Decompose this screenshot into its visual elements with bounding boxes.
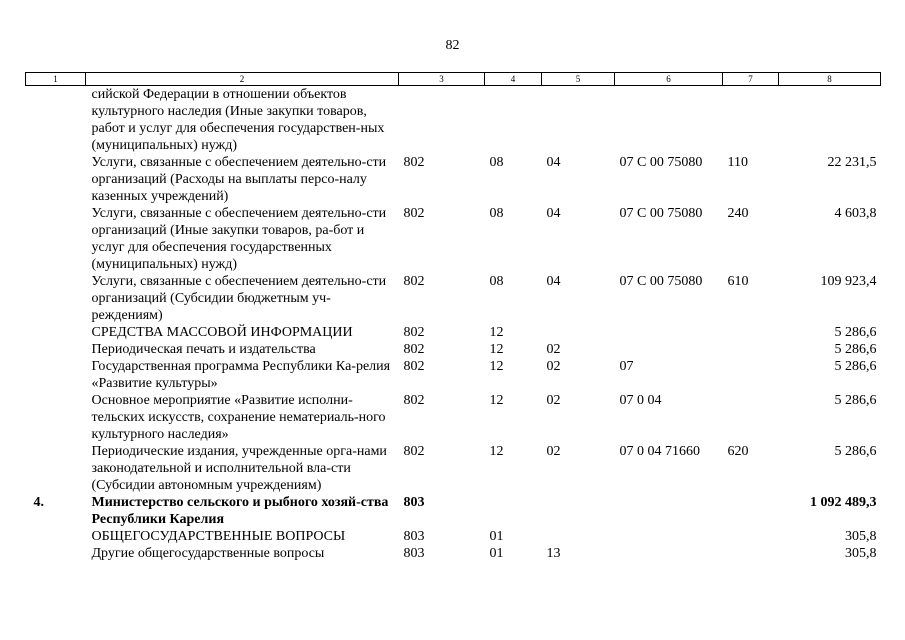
subsection-code xyxy=(542,324,615,341)
amount: 305,8 xyxy=(845,529,877,544)
target-article-code xyxy=(615,86,723,155)
row-number xyxy=(26,324,86,341)
ministry-code: 802 xyxy=(403,393,425,408)
ministry-code: 803 xyxy=(403,495,425,510)
expense-type-code: 110 xyxy=(727,155,748,170)
subsection-code: 04 xyxy=(546,274,561,289)
row-number xyxy=(26,205,86,273)
expense-type-code xyxy=(723,86,779,155)
ministry-code: 802 xyxy=(403,325,425,340)
section-code: 12 xyxy=(489,359,504,374)
subsection-code: 04 xyxy=(546,206,561,221)
item-name: Услуги, связанные с обеспечением деятельно-сти организаций (Иные закупки товаров, ра-бот и услуг для обеспечения государственных (муниципальных) нужд) xyxy=(91,206,387,272)
table-row xyxy=(26,443,881,494)
amount: 5 286,6 xyxy=(834,342,877,357)
ministry-code: 803 xyxy=(403,546,425,561)
expense-type-code: 610 xyxy=(727,274,749,289)
row-number xyxy=(26,392,86,443)
expense-type-code xyxy=(723,341,779,358)
subsection-code: 02 xyxy=(546,444,561,459)
column-header: 5 xyxy=(542,73,615,86)
target-article-code xyxy=(615,528,723,545)
section-code: 08 xyxy=(489,155,504,170)
column-header: 1 xyxy=(26,73,86,86)
ministry-code: 802 xyxy=(403,206,425,221)
table-row xyxy=(26,273,881,324)
target-article-code xyxy=(615,545,723,562)
section-code: 12 xyxy=(489,393,504,408)
amount xyxy=(779,86,881,155)
target-article-code: 07 0 04 xyxy=(619,393,662,408)
target-article-code: 07 С 00 75080 xyxy=(619,274,703,289)
page-number: 82 xyxy=(445,38,460,53)
expense-type-code xyxy=(723,358,779,392)
amount: 5 286,6 xyxy=(834,325,877,340)
section-code: 12 xyxy=(489,325,504,340)
item-name: Услуги, связанные с обеспечением деятельно-сти организаций (Субсидии бюджетным уч-реждениям) xyxy=(91,274,387,323)
table-row xyxy=(26,341,881,358)
subsection-code xyxy=(542,528,615,545)
expense-type-code: 240 xyxy=(727,206,749,221)
subsection-code: 02 xyxy=(546,359,561,374)
row-number: 4. xyxy=(33,495,44,510)
item-name: СРЕДСТВА МАССОВОЙ ИНФОРМАЦИИ xyxy=(91,325,353,340)
section-code: 01 xyxy=(489,529,504,544)
row-number xyxy=(26,443,86,494)
row-number xyxy=(26,528,86,545)
item-name: Государственная программа Республики Ка-релия «Развитие культуры» xyxy=(91,359,391,391)
item-name: ОБЩЕГОСУДАРСТВЕННЫЕ ВОПРОСЫ xyxy=(91,529,346,544)
table-row xyxy=(26,392,881,443)
table-row xyxy=(26,86,881,155)
row-number xyxy=(26,86,86,155)
target-article-code xyxy=(615,341,723,358)
target-article-code xyxy=(615,324,723,341)
row-number xyxy=(26,341,86,358)
ministry-code: 803 xyxy=(403,529,425,544)
amount: 305,8 xyxy=(845,546,877,561)
item-name: Периодические издания, учрежденные орга-нами законодательной и исполнительной вла-сти (Субсидии автономным учреждениям) xyxy=(91,444,387,493)
subsection-code: 04 xyxy=(546,155,561,170)
column-header: 4 xyxy=(485,73,542,86)
section-code xyxy=(485,86,542,155)
target-article-code: 07 С 00 75080 xyxy=(619,206,703,221)
subsection-code xyxy=(542,86,615,155)
budget-table xyxy=(25,72,881,562)
section-code: 08 xyxy=(489,274,504,289)
item-name: Услуги, связанные с обеспечением деятельно-сти организаций (Расходы на выплаты персо-налу казенных учреждений) xyxy=(91,155,387,204)
amount: 5 286,6 xyxy=(834,393,877,408)
row-number xyxy=(26,358,86,392)
item-name: сийской Федерации в отношении объектов культурного наследия (Иные закупки товаров, работ и услуг для обеспечения государствен-ных (муниципальных) нужд) xyxy=(91,87,385,153)
expense-type-code xyxy=(723,494,779,528)
table-row xyxy=(26,324,881,341)
table-row xyxy=(26,528,881,545)
ministry-code: 802 xyxy=(403,342,425,357)
table-body xyxy=(26,86,881,563)
column-header: 3 xyxy=(399,73,485,86)
target-article-code: 07 0 04 71660 xyxy=(619,444,700,459)
subsection-code: 13 xyxy=(546,546,561,561)
item-name: Министерство сельского и рыбного хозяй-ства Республики Карелия xyxy=(91,495,389,527)
expense-type-code xyxy=(723,324,779,341)
section-code xyxy=(485,494,542,528)
table-row xyxy=(26,545,881,562)
subsection-code: 02 xyxy=(546,393,561,408)
table-row xyxy=(26,494,881,528)
column-header: 6 xyxy=(615,73,723,86)
section-code: 12 xyxy=(489,444,504,459)
amount: 4 603,8 xyxy=(834,206,877,221)
expense-type-code xyxy=(723,528,779,545)
subsection-code: 02 xyxy=(546,342,561,357)
column-header: 8 xyxy=(779,73,881,86)
table-row xyxy=(26,358,881,392)
section-code: 01 xyxy=(489,546,504,561)
target-article-code: 07 С 00 75080 xyxy=(619,155,703,170)
table-header xyxy=(26,73,881,86)
ministry-code: 802 xyxy=(403,274,425,289)
expense-type-code xyxy=(723,545,779,562)
item-name: Основное мероприятие «Развитие исполни-тельских искусств, сохранение нематериаль-ного культурного наследия» xyxy=(91,393,386,442)
ministry-code: 802 xyxy=(403,444,425,459)
target-article-code xyxy=(615,494,723,528)
amount: 5 286,6 xyxy=(834,359,877,374)
subsection-code xyxy=(542,494,615,528)
amount: 1 092 489,3 xyxy=(810,495,877,510)
target-article-code: 07 xyxy=(619,359,634,374)
table-row xyxy=(26,205,881,273)
expense-type-code xyxy=(723,392,779,443)
ministry-code xyxy=(399,86,485,155)
amount: 5 286,6 xyxy=(834,444,877,459)
item-name: Другие общегосударственные вопросы xyxy=(91,546,325,561)
table-row xyxy=(26,154,881,205)
expense-type-code: 620 xyxy=(727,444,749,459)
column-header: 2 xyxy=(86,73,399,86)
ministry-code: 802 xyxy=(403,359,425,374)
column-header: 7 xyxy=(723,73,779,86)
section-code: 12 xyxy=(489,342,504,357)
item-name: Периодическая печать и издательства xyxy=(91,342,316,357)
row-number xyxy=(26,273,86,324)
amount: 109 923,4 xyxy=(820,274,877,289)
row-number xyxy=(26,154,86,205)
row-number xyxy=(26,545,86,562)
section-code: 08 xyxy=(489,206,504,221)
ministry-code: 802 xyxy=(403,155,425,170)
amount: 22 231,5 xyxy=(827,155,877,170)
